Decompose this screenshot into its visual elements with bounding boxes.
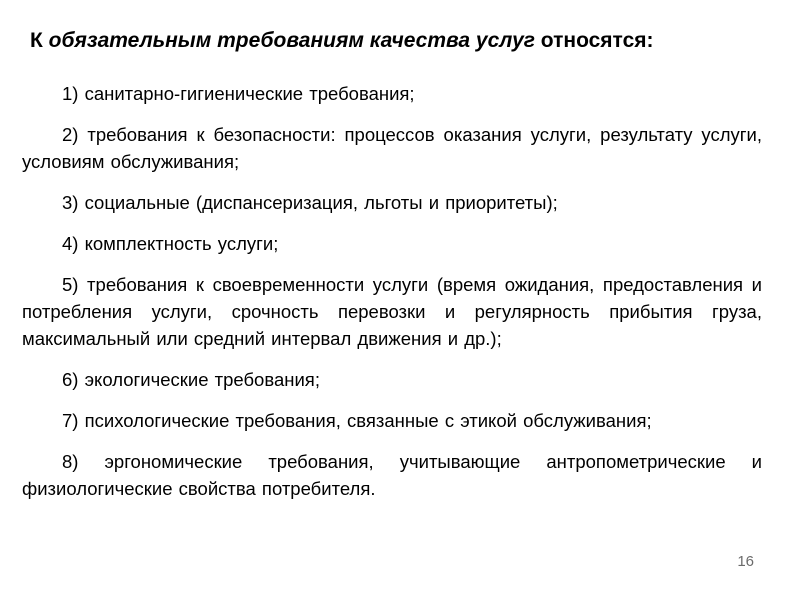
requirement-item-2: 2) требования к безопасности: процессов оказания услуги, результату услуги, условиям обслуживания; bbox=[22, 124, 762, 172]
requirement-item-1: 1) санитарно-гигиенические требования; bbox=[62, 83, 415, 104]
slide-title bbox=[30, 27, 770, 55]
requirement-item-7: 7) психологические требования, связанные с этикой обслуживания; bbox=[62, 410, 652, 431]
requirement-item-3: 3) социальные (диспансеризация, льготы и приоритеты); bbox=[62, 192, 558, 213]
title-emphasis: обязательным требованиям качества услуг bbox=[48, 29, 535, 52]
requirement-item-6: 6) экологические требования; bbox=[62, 369, 320, 390]
title-prefix: К bbox=[30, 29, 49, 52]
requirement-item-5: 5) требования к своевременности услуги (время ожидания, предоставления и потребления услуги, срочность перевозки и регулярность прибытия груза, максимальный или средний интервал движения и др.); bbox=[22, 274, 762, 349]
requirements-list bbox=[22, 80, 762, 516]
page-number: 16 bbox=[737, 553, 754, 570]
title-suffix: относятся: bbox=[534, 29, 654, 52]
requirement-item-4: 4) комплектность услуги; bbox=[62, 233, 279, 254]
requirement-item-8: 8) эргономические требования, учитывающие антропометрические и физиологические свойства потребителя. bbox=[22, 451, 762, 499]
